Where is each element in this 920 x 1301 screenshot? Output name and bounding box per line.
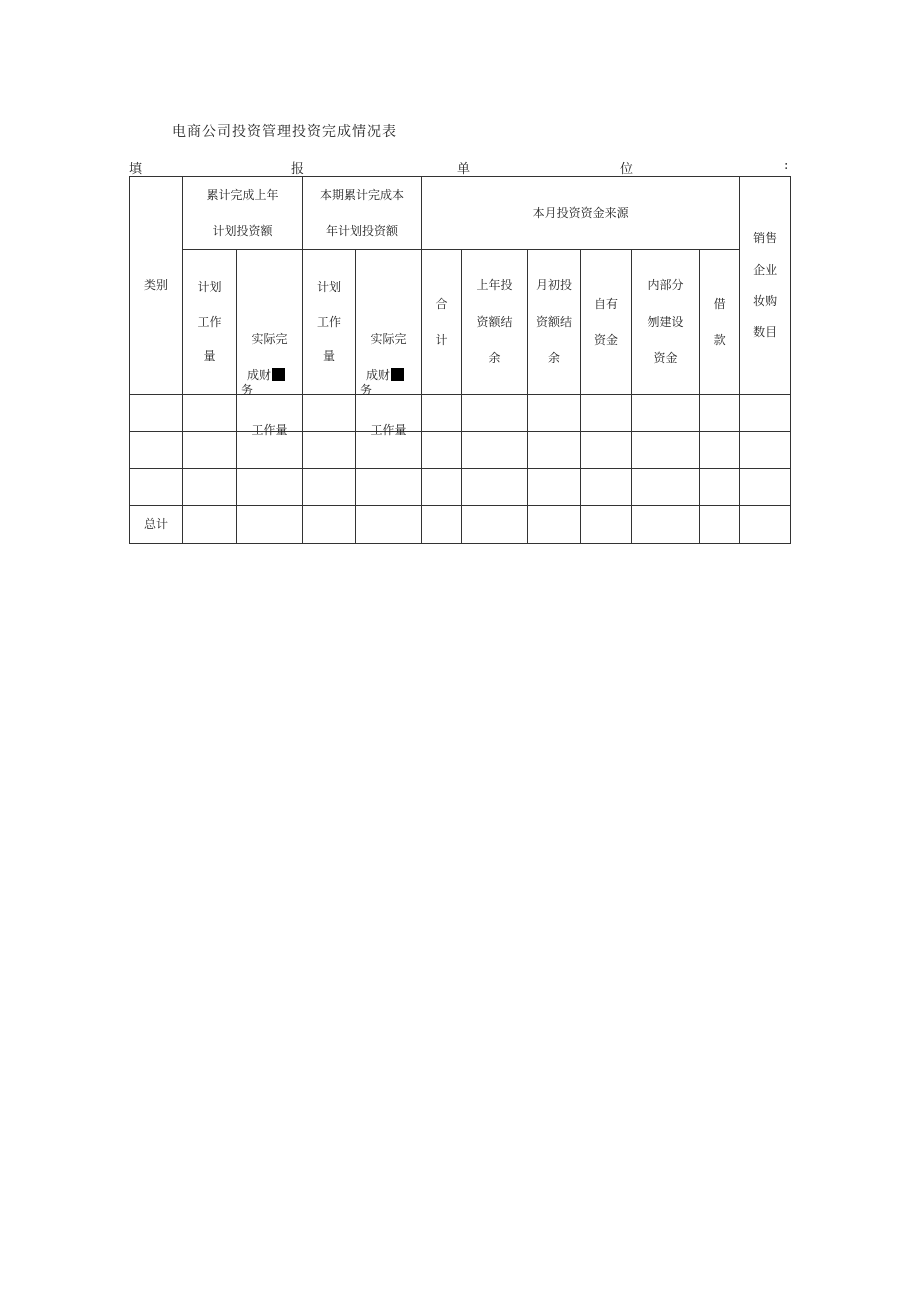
fill-in-unit-row	[129, 158, 791, 176]
header-actual-workload-2: 实际完 成财 务 工作量	[356, 250, 422, 395]
header-total: 合 计	[422, 250, 462, 395]
fill-char-3: 单	[457, 162, 471, 177]
header-month-start-balance: 月初投 资额结 余	[528, 250, 581, 395]
fill-colon: :	[784, 158, 789, 173]
redaction-block	[272, 368, 285, 381]
header-sales-enterprises: 销售 企业 妆购 数目	[740, 177, 791, 395]
header-fund-source: 本月投资资金来源	[422, 177, 740, 250]
fill-char-4: 位	[620, 162, 634, 177]
header-plan-workload-1: 计划 工作 量	[183, 250, 237, 395]
header-loan: 借 款	[700, 250, 740, 395]
header-own-funds: 自有 资金	[581, 250, 632, 395]
page-title: 电商公司投资管理投资完成情况表	[172, 124, 397, 140]
header-prev-year-balance: 上年投 资额结 余	[462, 250, 528, 395]
header-category: 类别	[130, 177, 183, 395]
table-row	[130, 432, 791, 469]
total-label: 总计	[130, 506, 183, 544]
table-row	[130, 395, 791, 432]
header-cumulative-prev-year: 累计完成上年 计划投资额	[183, 177, 303, 250]
header-internal-funds: 内部分 刎建设 资金	[632, 250, 700, 395]
header-plan-workload-2: 计划 工作 量	[303, 250, 356, 395]
table-row	[130, 469, 791, 506]
header-cumulative-current-year: 本期累计完成本 年计划投资额	[303, 177, 422, 250]
header-actual-workload-1: 实际完 成财 务 工作量	[237, 250, 303, 395]
investment-table	[129, 176, 791, 544]
fill-char-1: 填	[129, 162, 143, 177]
redaction-block	[391, 368, 404, 381]
fill-char-2: 报	[291, 162, 305, 177]
total-row	[130, 506, 791, 544]
